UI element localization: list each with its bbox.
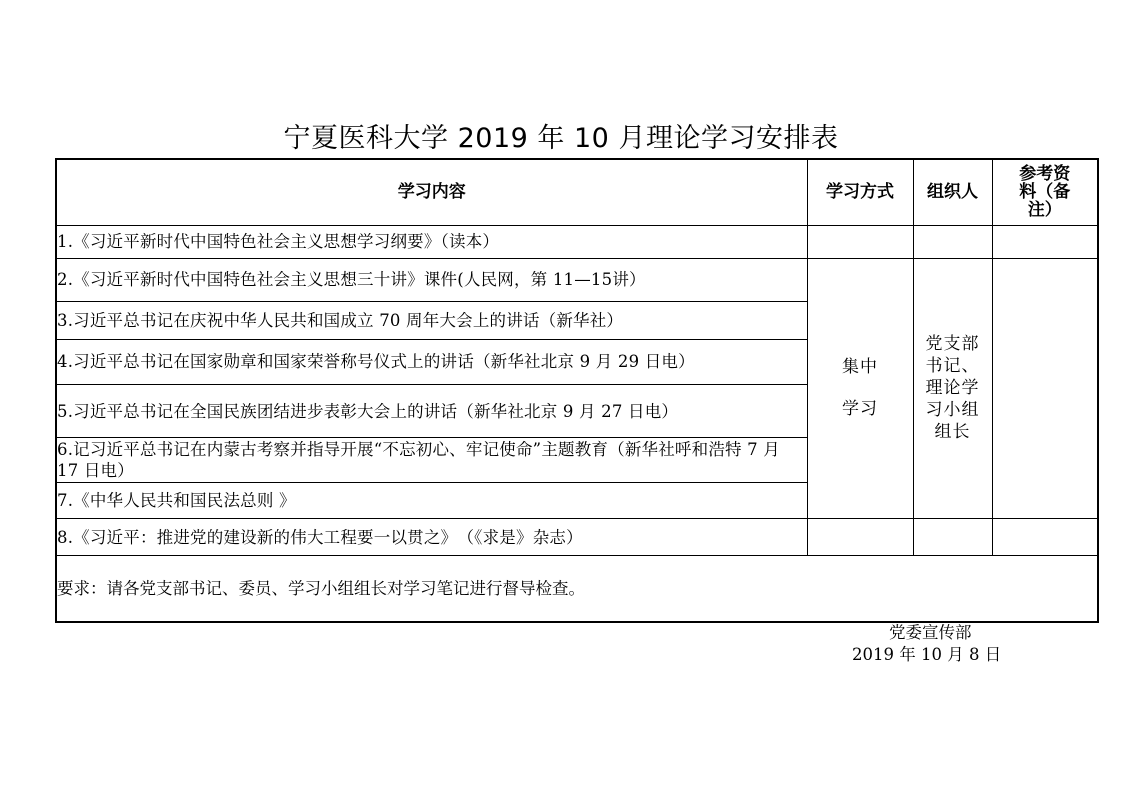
table-row: [56, 225, 1098, 258]
reference-cell: [992, 519, 1098, 556]
table-row: [56, 258, 1098, 301]
table-row: [56, 519, 1098, 556]
table-header-row: [56, 159, 1098, 225]
organizer-value: 党支部书记、理论学习小组组长: [925, 334, 980, 443]
study-item-1: 1.《习近平新时代中国特色社会主义思想学习纲要》（读本）: [56, 225, 807, 258]
method-cell-empty: [807, 225, 913, 258]
issuing-department: 党委宣传部: [889, 623, 972, 642]
organizer-cell-empty: [913, 519, 992, 556]
reference-cell: [992, 225, 1098, 258]
issue-date: 2019 年 10 月 8 日: [852, 645, 1002, 664]
requirement-row: [56, 556, 1098, 622]
study-item-5: 5.习近平总书记在全国民族团结进步表彰大会上的讲话（新华社北京 9 月 27 日电）: [56, 384, 807, 437]
header-method: 学习方式: [807, 159, 913, 225]
study-item-3: 3.习近平总书记在庆祝中华人民共和国成立 70 周年大会上的讲话（新华社）: [56, 301, 807, 339]
study-item-4: 4.习近平总书记在国家勋章和国家荣誉称号仪式上的讲话（新华社北京 9 月 29 日电）: [56, 339, 807, 384]
header-reference: 参考资料（备注）: [992, 159, 1098, 225]
organizer-cell-empty: [913, 225, 992, 258]
header-organizer: 组织人: [913, 159, 992, 225]
study-item-8: 8.《习近平：推进党的建设新的伟大工程要一以贯之》 （《求是》杂志）: [56, 519, 807, 556]
study-item-2: 2.《习近平新时代中国特色社会主义思想三十讲》课件(人民网，第 11—15讲）: [56, 258, 807, 301]
requirement-text: 要求：请各党支部书记、委员、学习小组组长对学习笔记进行督导检查。: [56, 556, 1098, 622]
organizer-cell: [913, 258, 992, 519]
method-cell-empty: [807, 519, 913, 556]
study-schedule-table: [55, 158, 1099, 623]
reference-cell: [992, 258, 1098, 519]
header-content: 学习内容: [56, 159, 807, 225]
study-item-7: 7.《中华人民共和国民法总则 》: [56, 483, 807, 519]
study-item-6: 6.记习近平总书记在内蒙古考察并指导开展“不忘初心、牢记使命”主题教育（新华社呼和浩特 7 月 17 日电）: [56, 438, 807, 483]
study-method-value: 集中学习: [842, 357, 878, 420]
page-title: 宁夏医科大学 2019 年 10 月理论学习安排表: [283, 123, 839, 154]
study-method-cell: [807, 258, 913, 519]
